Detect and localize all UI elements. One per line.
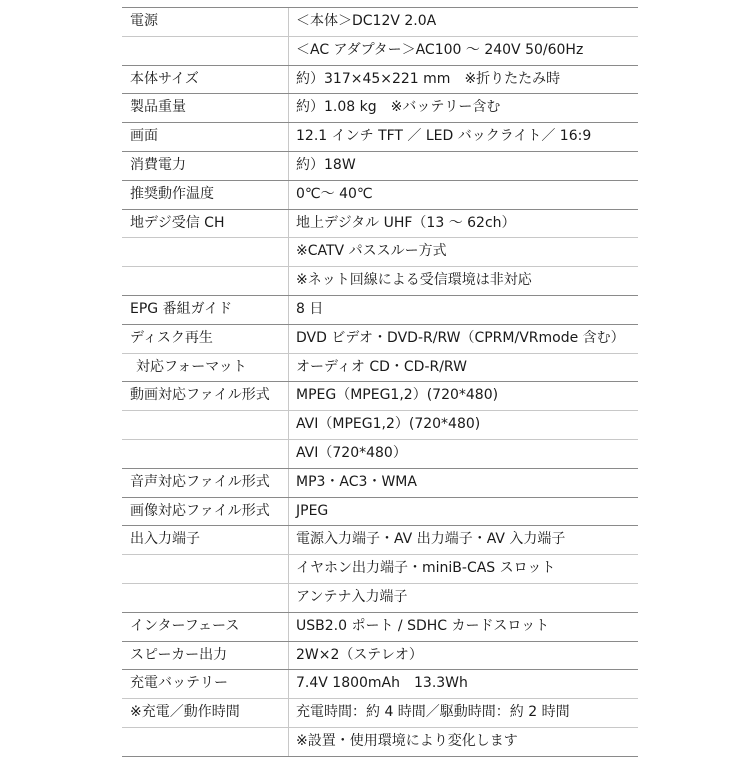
spec-label: 本体サイズ <box>130 70 199 87</box>
spec-row <box>122 325 638 354</box>
spec-value: イヤホン出力端子・miniB-CAS スロット <box>296 560 556 577</box>
spec-row <box>122 94 638 123</box>
spec-label: EPG 番組ガイド <box>130 300 233 317</box>
spec-label: スピーカー出力 <box>130 646 228 663</box>
spec-value: 12.1 インチ TFT ／ LED バックライト／ 16:9 <box>296 128 592 145</box>
spec-label: 製品重量 <box>130 99 186 116</box>
spec-table <box>122 7 638 757</box>
spec-value: 7.4V 1800mAh 13.3Wh <box>296 675 468 692</box>
spec-value: オーディオ CD・CD-R/RW <box>296 358 467 375</box>
spec-label: 推奨動作温度 <box>130 185 214 202</box>
spec-row <box>122 613 638 642</box>
spec-value: ＜本体＞DC12V 2.0A <box>296 13 437 29</box>
spec-value: ※ネット回線による受信環境は非対応 <box>296 272 532 289</box>
spec-row <box>122 670 638 699</box>
spec-value: 充電時間：約 4 時間／駆動時間：約 2 時間 <box>296 704 570 721</box>
spec-label: ディスク再生 <box>130 329 213 346</box>
spec-row <box>122 210 638 239</box>
spec-row <box>122 555 638 584</box>
spec-value: ※設置・使用環境により変化します <box>296 732 518 749</box>
spec-row <box>122 181 638 210</box>
spec-row <box>122 728 638 757</box>
spec-label: 電源 <box>130 13 158 29</box>
spec-label: 消費電力 <box>130 156 186 173</box>
spec-label: ※充電／動作時間 <box>130 704 240 721</box>
spec-row <box>122 7 638 37</box>
spec-row <box>122 699 638 728</box>
spec-label: 充電バッテリー <box>130 675 228 692</box>
spec-label: 対応フォーマット <box>136 358 247 375</box>
spec-row <box>122 411 638 440</box>
spec-row <box>122 123 638 152</box>
spec-label: 動画対応ファイル形式 <box>130 387 270 404</box>
spec-row <box>122 469 638 498</box>
spec-value: 0℃～ 40℃ <box>296 185 373 202</box>
spec-value: 電源入力端子・AV 出力端子・AV 入力端子 <box>296 531 566 548</box>
spec-value: USB2.0 ポート / SDHC カードスロット <box>296 617 550 634</box>
spec-value: 地上デジタル UHF（13 ～ 62ch） <box>296 214 516 231</box>
spec-value: ＜AC アダプター＞AC100 ～ 240V 50/60Hz <box>296 41 584 58</box>
spec-row <box>122 267 638 296</box>
spec-row <box>122 238 638 267</box>
spec-value: 2W×2（ステレオ） <box>296 646 423 663</box>
spec-value: 約）1.08 kg ※バッテリー含む <box>296 99 501 116</box>
spec-row <box>122 642 638 671</box>
spec-value: MPEG（MPEG1,2）(720*480) <box>296 387 499 404</box>
spec-value: AVI（MPEG1,2）(720*480) <box>296 416 481 433</box>
spec-label: 出入力端子 <box>130 531 200 548</box>
spec-row <box>122 526 638 555</box>
spec-row <box>122 382 638 411</box>
spec-label: 画面 <box>130 128 158 145</box>
spec-value: 約）317×45×221 mm ※折りたたみ時 <box>296 70 561 87</box>
spec-row <box>122 296 638 325</box>
spec-row <box>122 584 638 613</box>
spec-value: MP3・AC3・WMA <box>296 473 417 490</box>
spec-label: 音声対応ファイル形式 <box>130 473 270 490</box>
spec-label: 画像対応ファイル形式 <box>130 502 270 519</box>
spec-value: 8 日 <box>296 300 324 317</box>
spec-row <box>122 37 638 66</box>
spec-row <box>122 354 638 383</box>
spec-label: 地デジ受信 CH <box>130 214 225 231</box>
spec-value: DVD ビデオ・DVD-R/RW（CPRM/VRmode 含む） <box>296 329 625 346</box>
spec-row <box>122 152 638 181</box>
spec-label: インターフェース <box>130 617 240 634</box>
spec-row <box>122 440 638 469</box>
spec-value: アンテナ入力端子 <box>296 588 408 605</box>
spec-value: AVI（720*480） <box>296 444 407 461</box>
spec-row <box>122 66 638 95</box>
spec-value: ※CATV パススルー方式 <box>296 243 447 260</box>
spec-value: JPEG <box>296 502 329 519</box>
spec-row <box>122 498 638 527</box>
spec-value: 約）18W <box>296 156 356 173</box>
